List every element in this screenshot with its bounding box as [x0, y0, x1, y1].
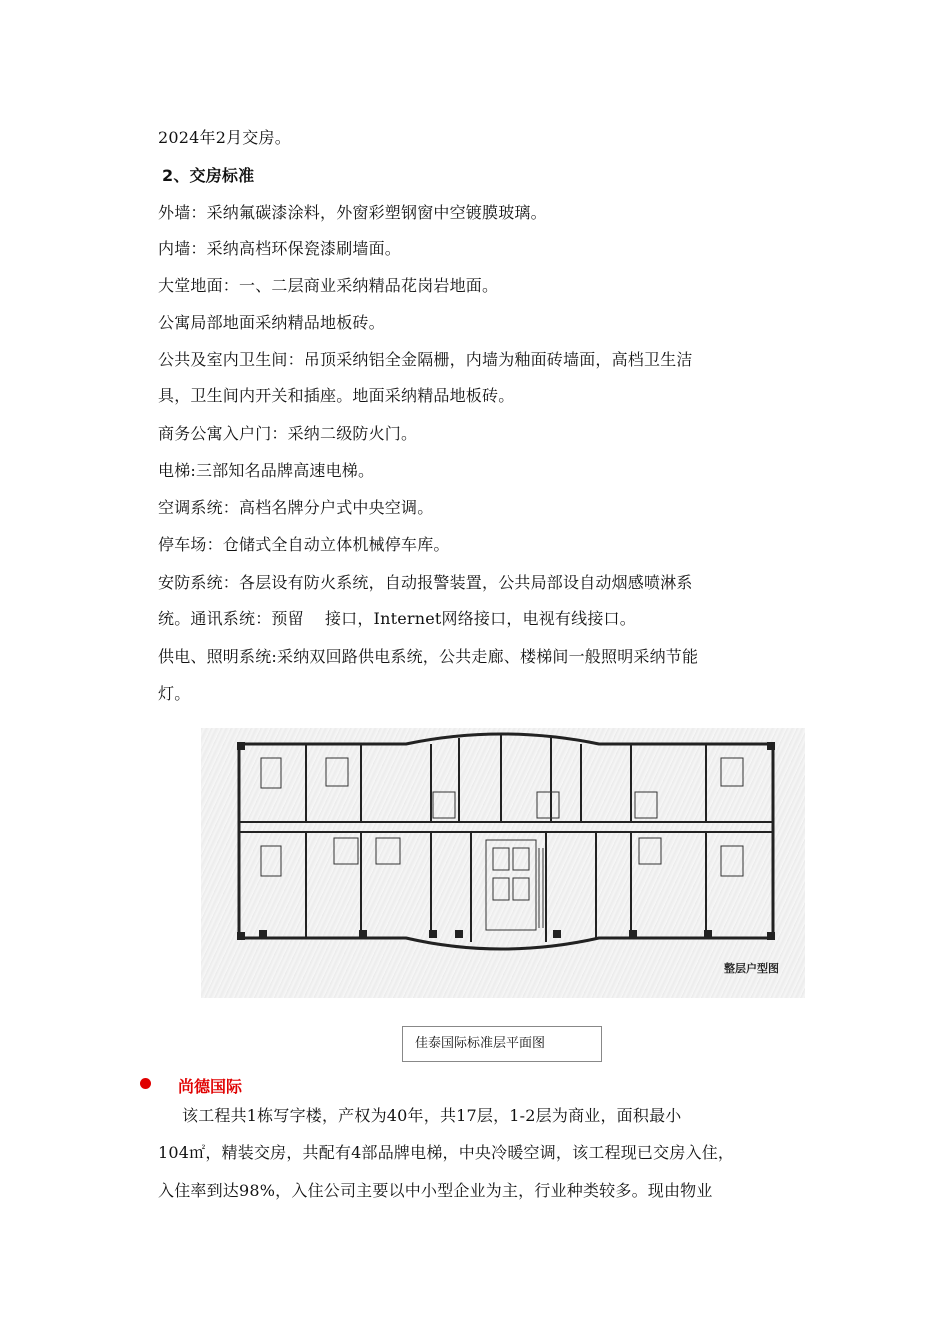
text-line-parking: 停车场：仓储式全自动立体机械停车库。 [158, 535, 450, 554]
text-line-interior-wall: 内墙：采纳高档环保瓷漆刷墙面。 [158, 239, 402, 258]
paragraph-line-1: 该工程共1栋写字楼，产权为40年，共17层，1-2层为商业，面积最小 [182, 1106, 682, 1125]
bullet-icon [140, 1078, 151, 1089]
text-line-apartment-floor: 公寓局部地面采纳精品地板砖。 [158, 313, 385, 332]
floor-plan-figure [201, 728, 805, 998]
text-line-security-2: 统。通讯系统：预留 接口，Internet网络接口，电视有线接口。 [158, 609, 636, 628]
text-line-elevator: 电梯:三部知名品牌高速电梯。 [158, 461, 375, 480]
text-line-handover-date: 2024年2月交房。 [158, 128, 291, 147]
text-line-air-conditioning: 空调系统：高档名牌分户式中央空调。 [158, 498, 434, 517]
text-line-lobby-floor: 大堂地面：一、二层商业采纳精品花岗岩地面。 [158, 276, 499, 295]
text-line-security-1: 安防系统：各层设有防火系统，自动报警装置，公共局部设自动烟感喷淋系 [158, 573, 693, 592]
paragraph-line-3: 入住率到达98%，入住公司主要以中小型企业为主，行业种类较多。现由物业 [158, 1181, 713, 1200]
paragraph-line-2: 104㎡，精装交房，共配有4部品牌电梯，中央冷暖空调，该工程现已交房入住， [158, 1143, 735, 1162]
text-line-bathroom-2: 具，卫生间内开关和插座。地面采纳精品地板砖。 [158, 386, 515, 405]
text-line-power-1: 供电、照明系统:采纳双回路供电系统，公共走廊、楼梯间一般照明采纳节能 [158, 647, 699, 666]
section-heading: 尚德国际 [178, 1077, 243, 1096]
text-line-exterior-wall: 外墙：采纳氟碳漆涂料，外窗彩塑钢窗中空镀膜玻璃。 [158, 203, 547, 222]
text-line-entry-door: 商务公寓入户门：采纳二级防火门。 [158, 424, 418, 443]
floor-plan-icon [201, 728, 805, 998]
text-line-power-2: 灯。 [158, 684, 191, 703]
subheading-handover-standard: 2、交房标准 [162, 166, 255, 185]
text-line-bathroom-1: 公共及室内卫生间：吊顶采纳铝全金隔栅，内墙为釉面砖墙面，高档卫生洁 [158, 350, 693, 369]
floor-plan-label: 整层户型图 [724, 962, 779, 975]
figure-caption: 佳泰国际标准层平面图 [402, 1026, 602, 1062]
